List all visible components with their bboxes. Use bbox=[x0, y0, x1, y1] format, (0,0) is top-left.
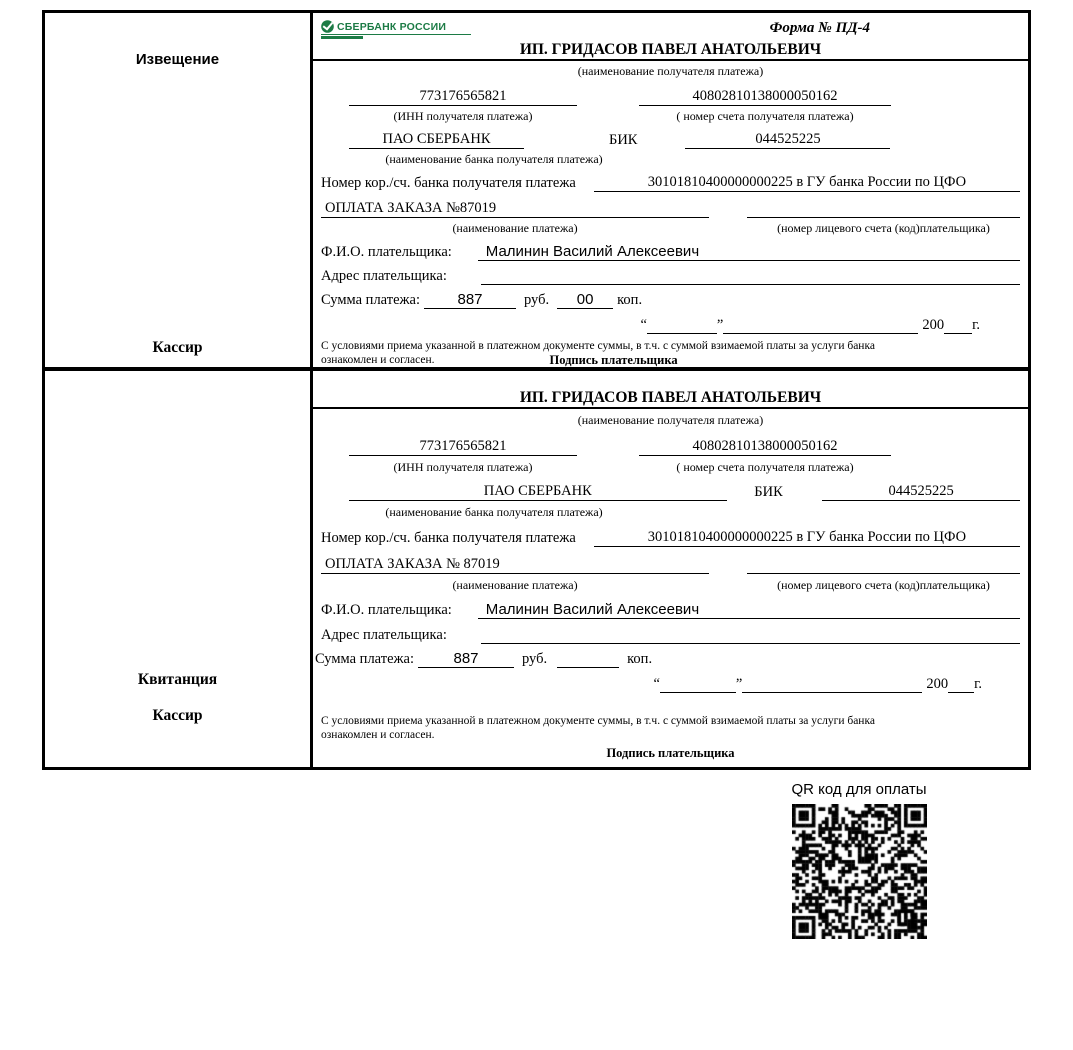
recipient-name: ИП. ГРИДАСОВ ПАВЕЛ АНАТОЛЬЕВИЧ bbox=[519, 40, 822, 58]
amount-label: Сумма платежа: bbox=[315, 651, 414, 667]
inn-caption: (ИНН получателя платежа) bbox=[393, 460, 533, 474]
corr-account-label: Номер кор./сч. банка получателя платежа bbox=[321, 530, 576, 546]
date-month-line bbox=[723, 333, 918, 334]
payment-purpose-value: ОПЛАТА ЗАКАЗА №87019 bbox=[321, 200, 709, 218]
kop-label: коп. bbox=[617, 292, 643, 309]
account-caption: ( номер счета получателя платежа) bbox=[676, 460, 854, 474]
date-quote-close: ” bbox=[735, 676, 743, 692]
recipient-caption: (наименование получателя платежа) bbox=[577, 63, 764, 78]
account-value: 40802810138000050162 bbox=[639, 88, 891, 106]
date-month-line bbox=[742, 692, 922, 693]
fio-value: Малинин Василий Алексеевич bbox=[478, 243, 1020, 261]
bank-name-value: ПАО СБЕРБАНК bbox=[349, 483, 727, 501]
form-number: Форма № ПД-4 bbox=[769, 20, 870, 36]
recipient-caption: (наименование получателя платежа) bbox=[577, 413, 764, 427]
agreement-line2: ознакомлен и согласен. bbox=[321, 353, 435, 366]
receipt-side-label: Квитанция bbox=[137, 671, 218, 688]
year-prefix: 200 bbox=[922, 317, 945, 334]
year-suffix: г. bbox=[974, 676, 982, 692]
receipt-cashier-label: Кассир bbox=[152, 707, 203, 724]
bank-name-value: ПАО СБЕРБАНК bbox=[349, 131, 524, 149]
rub-label: руб. bbox=[522, 651, 548, 667]
agreement-line1: С условиями приема указанной в платежном документе суммы, в т.ч. с суммой взимаемой платы за услуги банка bbox=[321, 340, 875, 353]
year-prefix: 200 bbox=[926, 676, 949, 692]
account-value: 40802810138000050162 bbox=[639, 438, 891, 456]
amount-label: Сумма платежа: bbox=[321, 292, 420, 309]
year-line bbox=[948, 692, 974, 693]
fio-label: Ф.И.О. плательщика: bbox=[321, 602, 452, 618]
corr-account-value: 30101810400000000225 в ГУ банка России по ЦФО bbox=[594, 174, 1020, 192]
date-quote-close: ” bbox=[716, 317, 724, 334]
recipient-name: ИП. ГРИДАСОВ ПАВЕЛ АНАТОЛЬЕВИЧ bbox=[519, 389, 822, 406]
amount-rub-value: 887 bbox=[418, 650, 514, 668]
kop-label: коп. bbox=[627, 651, 653, 667]
notice-side-column bbox=[45, 13, 313, 371]
date-day-line bbox=[660, 692, 736, 693]
year-suffix: г. bbox=[972, 317, 980, 334]
notice-side-label: Извещение bbox=[135, 51, 220, 68]
notice-cashier-label: Кассир bbox=[152, 339, 203, 356]
receipt-side-column bbox=[45, 371, 313, 767]
date-quote-open: “ bbox=[653, 676, 660, 692]
personal-account-caption: (номер лицевого счета (код)плательщика) bbox=[777, 578, 990, 592]
address-label: Адрес плательщика: bbox=[321, 627, 447, 643]
agreement-line1: С условиями приема указанной в платежном документе суммы, в т.ч. с суммой взимаемой платы за услуги банка bbox=[321, 715, 875, 727]
inn-value: 773176565821 bbox=[349, 438, 577, 456]
amount-rub-value: 887 bbox=[424, 291, 516, 309]
fio-value: Малинин Василий Алексеевич bbox=[478, 601, 1020, 619]
personal-account-caption: (номер лицевого счета (код)плательщика) bbox=[777, 221, 990, 236]
inn-caption: (ИНН получателя платежа) bbox=[393, 108, 533, 123]
notice-section bbox=[313, 13, 1028, 371]
agreement-line2: ознакомлен и согласен. bbox=[321, 728, 435, 741]
corr-account-value: 30101810400000000225 в ГУ банка России по ЦФО bbox=[594, 529, 1020, 547]
corr-account-label: Номер кор./сч. банка получателя платежа bbox=[321, 175, 576, 192]
receipt-section bbox=[313, 371, 1028, 767]
payment-caption: (наименование платежа) bbox=[452, 578, 578, 592]
payment-purpose-value: ОПЛАТА ЗАКАЗА № 87019 bbox=[321, 556, 709, 574]
bank-caption: (наименование банка получателя платежа) bbox=[385, 151, 603, 166]
rub-label: руб. bbox=[524, 292, 550, 309]
payment-caption: (наименование платежа) bbox=[452, 221, 578, 236]
signature-label: Подпись плательщика bbox=[606, 746, 735, 760]
bank-caption: (наименование банка получателя платежа) bbox=[385, 505, 603, 519]
bik-label: БИК bbox=[754, 484, 783, 500]
inn-value: 773176565821 bbox=[349, 88, 577, 106]
bik-value: 044525225 bbox=[685, 131, 890, 149]
sberbank-logo-text: СБЕРБАНК РОССИИ bbox=[337, 20, 447, 33]
date-quote-open: “ bbox=[640, 317, 647, 334]
qr-code-label: QR код для оплаты bbox=[791, 781, 927, 798]
address-label: Адрес плательщика: bbox=[321, 268, 447, 285]
payment-form-pd4 bbox=[42, 10, 1031, 770]
signature-label: Подпись плательщика bbox=[549, 352, 678, 367]
qr-payment-block bbox=[783, 781, 935, 939]
sberbank-logo bbox=[321, 20, 471, 39]
bik-value: 044525225 bbox=[822, 483, 1020, 501]
qr-code bbox=[792, 804, 927, 939]
fio-label: Ф.И.О. плательщика: bbox=[321, 244, 452, 261]
amount-kop-value: 00 bbox=[557, 291, 613, 309]
account-caption: ( номер счета получателя платежа) bbox=[676, 108, 854, 123]
date-day-line bbox=[647, 333, 717, 334]
bik-label: БИК bbox=[609, 131, 638, 148]
year-line bbox=[944, 333, 972, 334]
sberbank-logo-icon bbox=[321, 20, 334, 33]
